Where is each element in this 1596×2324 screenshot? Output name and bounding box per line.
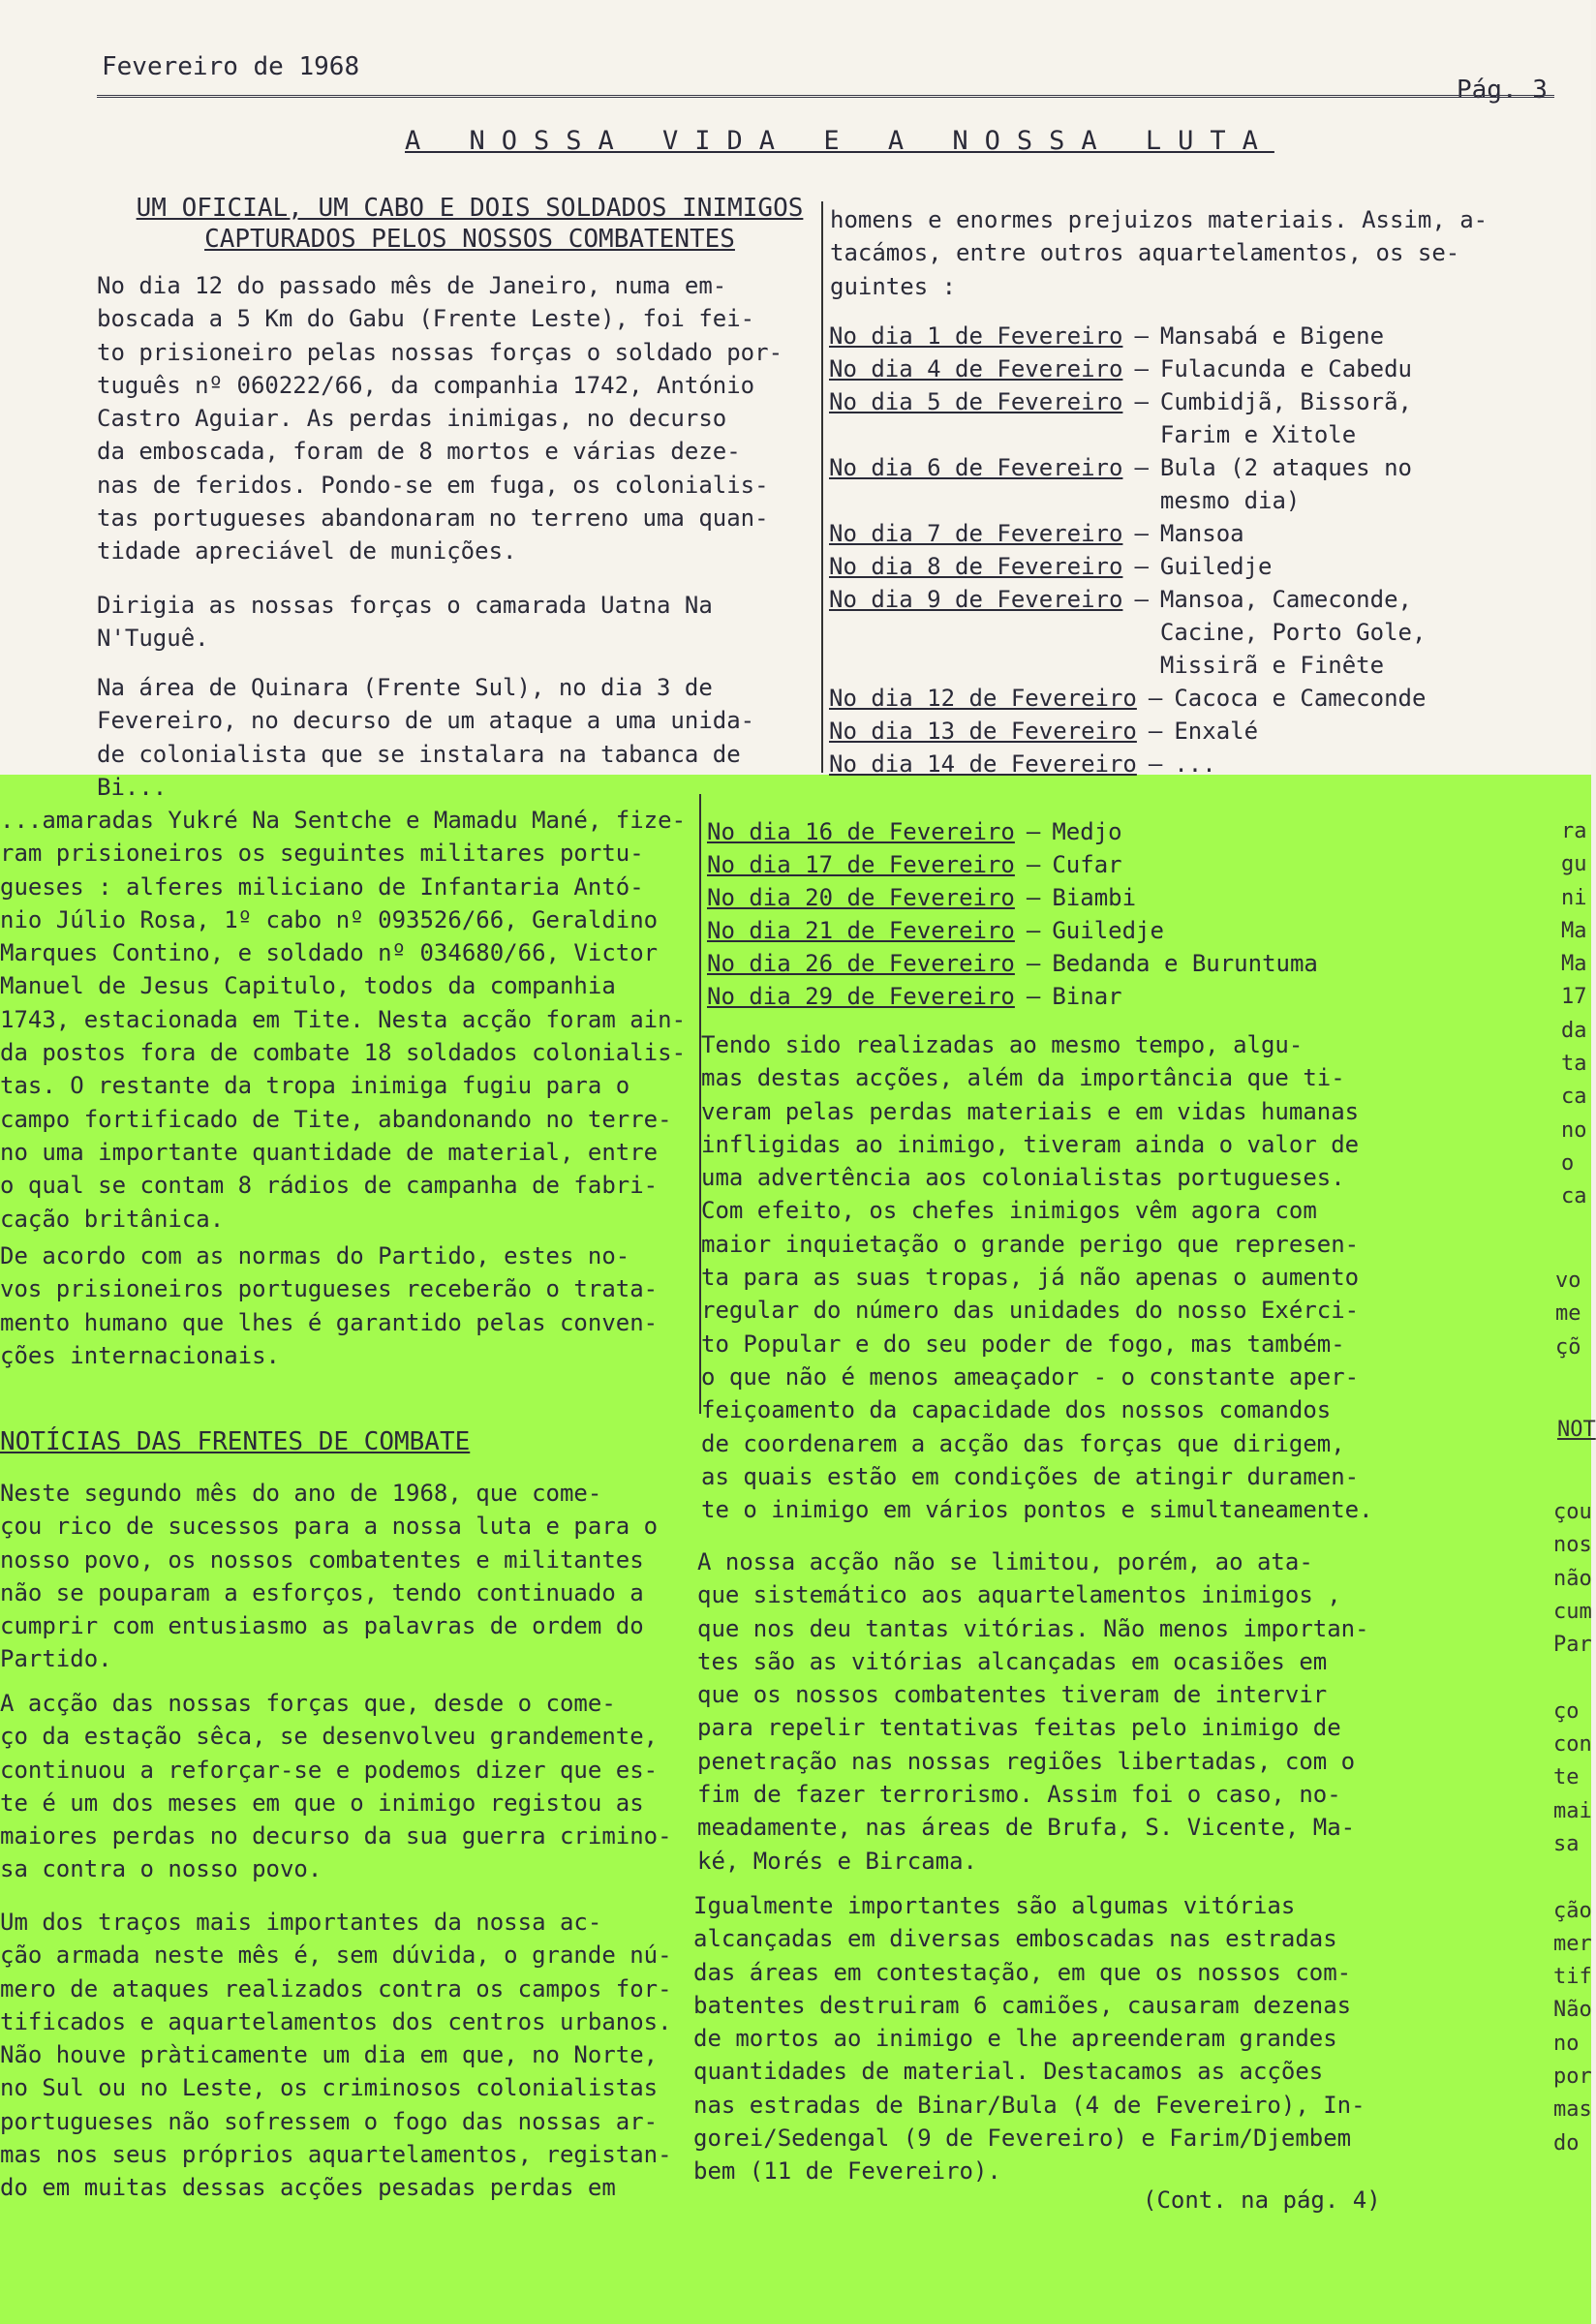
attack-date: No dia 14 de Fevereiro bbox=[829, 750, 1137, 778]
attack-place: Cumbidjã, Bissorã, Farim e Xitole bbox=[1159, 388, 1412, 448]
article1-paragraph-4: ...amaradas Yukré Na Sentche e Mamadu Mané, fize- ram prisioneiros os seguintes militares portu- gueses : alferes miliciano de Infantaria Antó- nio Júlio Rosa, 1º cabo nº 093526/66, Geraldino Marques Contino, e soldado nº 034680/66, Victor Manuel de Jesus Capitulo, todos da companhia 1743, estacionada em Tite. Nesta acção foram ain- da postos fora de combate 18 soldados colonialis- tas. O restante da tropa inimiga fugiu para o campo fortificado de Tite, abandonando no terre- no uma importante quantidade de material, entre o qual se contam 8 rádios de campanha de fabri- cação britânica. bbox=[0, 807, 687, 1233]
attack-date: No dia 17 de Fevereiro bbox=[707, 851, 1015, 878]
list-item: No dia 16 de Fevereiro – Medjo bbox=[707, 815, 1318, 848]
edge-column-title-fragment: NOT bbox=[1557, 1418, 1596, 1442]
attack-list-top bbox=[829, 320, 1426, 780]
attack-place: Bedanda e Buruntuma bbox=[1052, 950, 1318, 977]
article-title-line1: UM OFICIAL, UM CABO E DOIS SOLDADOS INIMIGOS bbox=[136, 194, 804, 223]
attack-date: No dia 6 de Fevereiro bbox=[829, 454, 1123, 481]
section-title-noticias: NOTÍCIAS DAS FRENTES DE COMBATE bbox=[0, 1427, 471, 1456]
attack-date: No dia 1 de Fevereiro bbox=[829, 322, 1123, 350]
attack-place: Bula (2 ataques no mesmo dia) bbox=[1159, 454, 1412, 514]
list-item: No dia 7 de Fevereiro – Mansoa bbox=[829, 517, 1426, 550]
attack-date: No dia 16 de Fevereiro bbox=[707, 818, 1015, 845]
attack-date: No dia 26 de Fevereiro bbox=[707, 950, 1015, 977]
attack-date: No dia 4 de Fevereiro bbox=[829, 355, 1123, 382]
article1-paragraph-2: Dirigia as nossas forças o camarada Uatna Na N'Tuguê. bbox=[97, 592, 713, 653]
list-item: No dia 17 de Fevereiro – Cufar bbox=[707, 848, 1318, 881]
attack-date: No dia 7 de Fevereiro bbox=[829, 520, 1123, 547]
attack-place: Cacoca e Cameconde bbox=[1174, 685, 1427, 712]
list-item: No dia 6 de Fevereiro – Bula (2 ataques no mesmo dia) bbox=[829, 451, 1426, 517]
attack-place: Guiledje bbox=[1052, 917, 1164, 944]
attack-place: Biambi bbox=[1052, 884, 1137, 911]
attack-place: Cufar bbox=[1052, 851, 1122, 878]
header-page-number: Pág. 3 bbox=[1457, 76, 1548, 105]
list-item: No dia 1 de Fevereiro – Mansabá e Bigene bbox=[829, 320, 1426, 352]
attack-date: No dia 9 de Fevereiro bbox=[829, 586, 1123, 613]
continuation-note: (Cont. na pág. 4) bbox=[1143, 2186, 1381, 2214]
article2-paragraph-1: Neste segundo mês do ano de 1968, que come- çou rico de sucessos para a nossa luta e para o nosso povo, os nossos combatentes e militantes não se pouparam a esforços, tendo continuado a cumprir com entusiasmo as palavras de ordem do Partido. bbox=[0, 1480, 659, 1673]
attack-list-bottom bbox=[707, 815, 1318, 1013]
article-title-line2: CAPTURADOS PELOS NOSSOS COMBATENTES bbox=[204, 225, 735, 254]
right-paragraph-b: A nossa acção não se limitou, porém, ao ata- que sistemático aos aquartelamentos inimigos , que nos deu tantas vitórias. Não menos importan- tes são as vitórias alcançadas em ocasiões em que os nossos combatentes tiveram de intervir para repelir tentativas feitas pelo inimigo de penetração nas nossas regiões libertadas, com o fim de fazer terrorismo. Assim foi o caso, no- meadamente, nas áreas de Brufa, S. Vicente, Ma- ké, Morés e Bircama. bbox=[697, 1548, 1369, 1875]
article2-paragraph-3: Um dos traços mais importantes da nossa ac- ção armada neste mês é, sem dúvida, o grande nú- mero de ataques realizados contra os campos for- tificados e aquartelamentos dos centros urbanos. Não houve pràticamente um dia em que, no Norte, no Sul ou no Leste, os criminosos colonialistas portugueses não sofressem o fogo das nossas ar- mas nos seus próprios aquartelamentos, registan- do em muitas dessas acções pesadas perdas em bbox=[0, 1909, 672, 2202]
article1-paragraph-1: No dia 12 do passado mês de Janeiro, numa em- boscada a 5 Km do Gabu (Frente Leste), foi fei- to prisioneiro pelas nossas forças o soldado por- tuguês nº 060222/66, da companhia 1742, António Castro Aguiar. As perdas inimigas, no decurso da emboscada, foram de 8 mortos e várias deze- nas de feridos. Pondo-se em fuga, os colonialis- tas portugueses abandonaram no terreno uma quan- tidade apreciável de munições. bbox=[97, 272, 783, 566]
article1-paragraph-3: Na área de Quinara (Frente Sul), no dia 3 de Fevereiro, no decurso de um ataque a uma unida- de colonialista que se instalara na tabanca de Bi... bbox=[97, 674, 755, 801]
list-item: No dia 13 de Fevereiro – Enxalé bbox=[829, 715, 1426, 748]
attack-place: Enxalé bbox=[1174, 718, 1259, 745]
attack-date: No dia 13 de Fevereiro bbox=[829, 718, 1137, 745]
list-item: No dia 21 de Fevereiro – Guiledje bbox=[707, 914, 1318, 947]
right-paragraph-c: Igualmente importantes são algumas vitórias alcançadas em diversas emboscadas nas estradas das áreas em contestação, em que os nossos com- batentes destruiram 6 camiões, causaram dezenas de mortos ao inimigo e lhe apreenderam grandes quantidades de material. Destacamos as acções nas estradas de Binar/Bula (4 de Fevereiro), In- gorei/Sedengal (9 de Fevereiro) e Farim/Djembem bem (11 de Fevereiro). bbox=[693, 1892, 1366, 2186]
edge-column-fragment-bottom: çou nos não cum Par ço con te mai sa ção mer tif Não no por mas do bbox=[1553, 1500, 1592, 2156]
list-item: No dia 4 de Fevereiro – Fulacunda e Cabedu bbox=[829, 352, 1426, 385]
section-masthead: A NOSSA VIDA E A NOSSA LUTA bbox=[405, 126, 1274, 156]
list-item: No dia 9 de Fevereiro – Mansoa, Cameconde, Cacine, Porto Gole, Missirã e Finête bbox=[829, 583, 1426, 682]
right-paragraph-a: Tendo sido realizadas ao mesmo tempo, algu- mas destas acções, além da importância que ti- veram pelas perdas materiais e em vidas humanas infligidas ao inimigo, tiveram ainda o valor de uma advertência aos colonialistas portugueses. Com efeito, os chefes inimigos vêm agora com maior inquietação o grande perigo que represen- ta para as suas tropas, já não apenas o aumento regular do número das unidades do nosso Exérci- to Popular e do seu poder de fogo, mas também- o que não é menos ameaçador - o constante aper- feiçoamento da capacidade dos nossos comandos de coordenarem a acção das forças que dirigem, as quais estão em condições de atingir duramen- te o inimigo em vários pontos e simultaneamente. bbox=[701, 1031, 1373, 1524]
attack-place: Mansoa, Cameconde, Cacine, Porto Gole, Missirã e Finête bbox=[1159, 586, 1427, 679]
list-item: No dia 5 de Fevereiro – Cumbidjã, Bissorã, Farim e Xitole bbox=[829, 385, 1426, 451]
list-item: No dia 14 de Fevereiro – ... bbox=[829, 748, 1426, 780]
attack-place: Binar bbox=[1052, 983, 1122, 1010]
list-item: No dia 26 de Fevereiro – Bedanda e Buruntuma bbox=[707, 947, 1318, 980]
attack-date: No dia 5 de Fevereiro bbox=[829, 388, 1123, 415]
list-item: No dia 12 de Fevereiro – Cacoca e Cameconde bbox=[829, 682, 1426, 715]
edge-column-fragment-middle: vo me çõ bbox=[1555, 1269, 1581, 1360]
attack-date: No dia 21 de Fevereiro bbox=[707, 917, 1015, 944]
attack-date: No dia 20 de Fevereiro bbox=[707, 884, 1015, 911]
list-item: No dia 8 de Fevereiro – Guiledje bbox=[829, 550, 1426, 583]
header-rule bbox=[97, 95, 1554, 98]
attack-place: Mansabá e Bigene bbox=[1159, 322, 1385, 350]
right-intro-paragraph: homens e enormes prejuizos materiais. Assim, a- tacámos, entre outros aquartelamentos, os se- guintes : bbox=[830, 206, 1489, 300]
list-item: No dia 20 de Fevereiro – Biambi bbox=[707, 881, 1318, 914]
header-date: Fevereiro de 1968 bbox=[102, 52, 360, 81]
edge-column-fragment-top: ra gu ni Ma Ma 17 da ta ca no o ca bbox=[1561, 819, 1587, 1209]
article2-paragraph-2: A acção das nossas forças que, desde o come- ço da estação sêca, se desenvolveu grandemente, continuou a reforçar-se e podemos dizer que es- te é um dos meses em que o inimigo registou as maiores perdas no decurso da sua guerra crimino- sa contra o nosso povo. bbox=[0, 1690, 672, 1883]
attack-place: Guiledje bbox=[1159, 553, 1273, 580]
attack-date: No dia 12 de Fevereiro bbox=[829, 685, 1137, 712]
attack-date: No dia 8 de Fevereiro bbox=[829, 553, 1123, 580]
article1-paragraph-5: De acordo com as normas do Partido, estes no- vos prisioneiros portugueses receberão o trata- mento humano que lhes é garantido pelas conven- ções internacionais. bbox=[0, 1242, 659, 1369]
column-divider-top bbox=[821, 201, 823, 773]
attack-place: Fulacunda e Cabedu bbox=[1159, 355, 1412, 382]
attack-place: ... bbox=[1174, 750, 1216, 778]
attack-place: Mansoa bbox=[1159, 520, 1244, 547]
attack-place: Medjo bbox=[1052, 818, 1122, 845]
attack-date: No dia 29 de Fevereiro bbox=[707, 983, 1015, 1010]
list-item: No dia 29 de Fevereiro – Binar bbox=[707, 980, 1318, 1013]
